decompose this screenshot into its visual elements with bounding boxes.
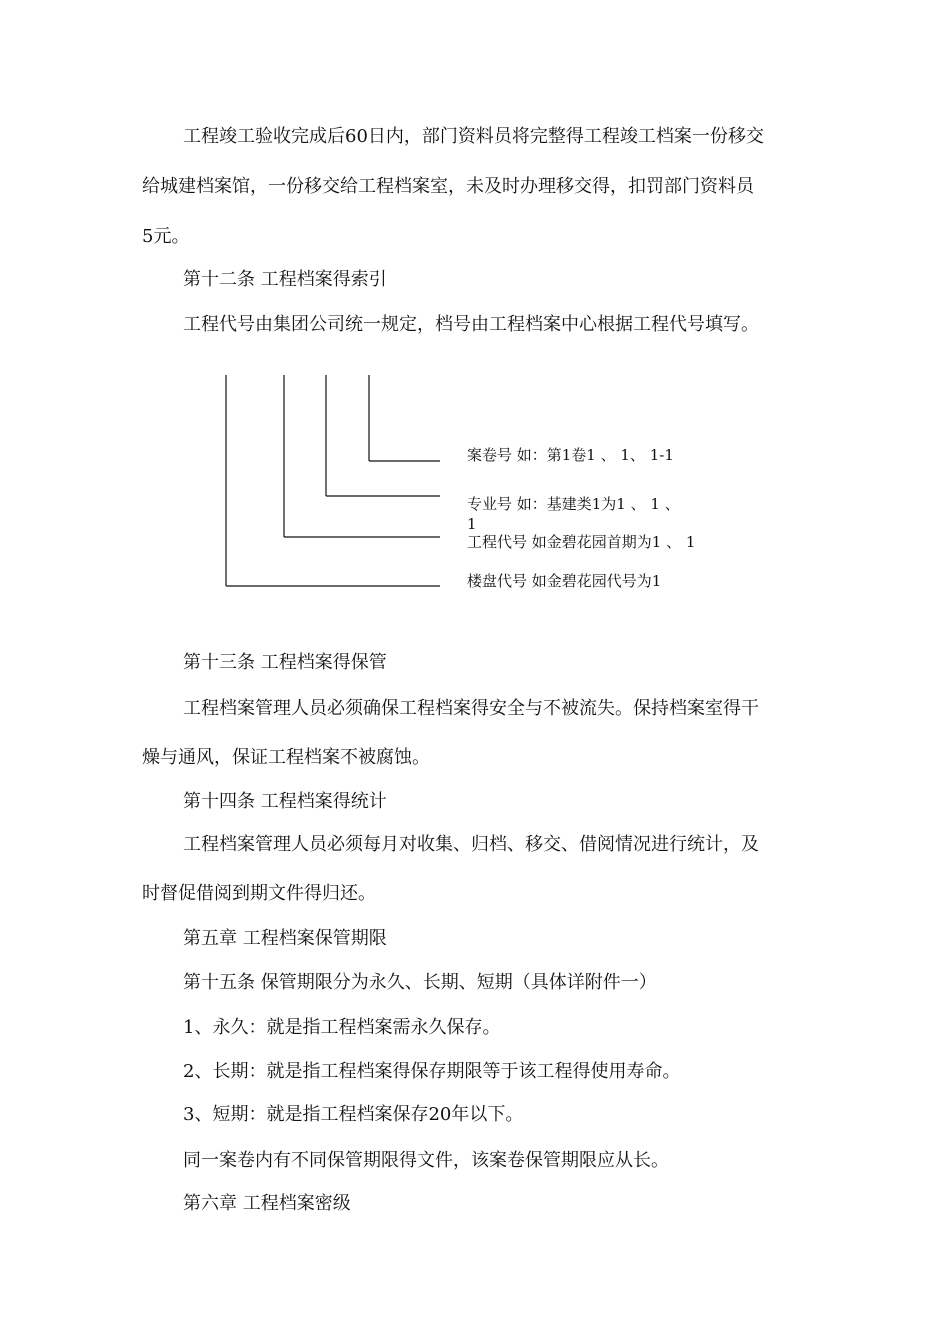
list-item: 3、短期：就是指工程档案保存20年以下。 — [183, 1104, 524, 1125]
paragraph-line: 给城建档案馆，一份移交给工程档案室，未及时办理移交得，扣罚部门资料员 — [142, 176, 754, 197]
diagram-label-volume: 案卷号 如：第1卷1 、 1、 1-1 — [467, 446, 674, 464]
paragraph-line: 时督促借阅到期文件得归还。 — [142, 883, 376, 904]
article-title: 第十五条 保管期限分为永久、长期、短期（具体详附件一） — [183, 972, 657, 993]
paragraph-line: 工程竣工验收完成后60日内，部门资料员将完整得工程竣工档案一份移交 — [183, 126, 764, 147]
article-title: 第十二条 工程档案得索引 — [183, 269, 387, 290]
paragraph-line: 同一案卷内有不同保管期限得文件，该案卷保管期限应从长。 — [183, 1150, 669, 1171]
paragraph-line: 工程代号由集团公司统一规定，档号由工程档案中心根据工程代号填写。 — [183, 314, 759, 335]
paragraph-line: 工程档案管理人员必须确保工程档案得安全与不被流失。保持档案室得干 — [183, 698, 759, 719]
list-item: 2、长期：就是指工程档案得保存期限等于该工程得使用寿命。 — [183, 1061, 681, 1082]
article-title: 第十四条 工程档案得统计 — [183, 791, 387, 812]
paragraph-line: 工程档案管理人员必须每月对收集、归档、移交、借阅情况进行统计，及 — [183, 834, 759, 855]
diagram-label-project: 工程代号 如金碧花园首期为1 、 1 — [467, 533, 696, 551]
paragraph-line: 燥与通风，保证工程档案不被腐蚀。 — [142, 747, 430, 768]
chapter-title: 第六章 工程档案密级 — [183, 1193, 351, 1214]
diagram-label-specialty-wrap: 1 — [467, 515, 477, 533]
diagram-label-specialty: 专业号 如：基建类1为1 、 1 、 — [467, 495, 680, 513]
chapter-title: 第五章 工程档案保管期限 — [183, 928, 387, 949]
diagram-label-building: 楼盘代号 如金碧花园代号为1 — [467, 572, 662, 590]
list-item: 1、永久：就是指工程档案需永久保存。 — [183, 1017, 501, 1038]
paragraph-line: 5元。 — [142, 226, 190, 247]
article-title: 第十三条 工程档案得保管 — [183, 652, 387, 673]
